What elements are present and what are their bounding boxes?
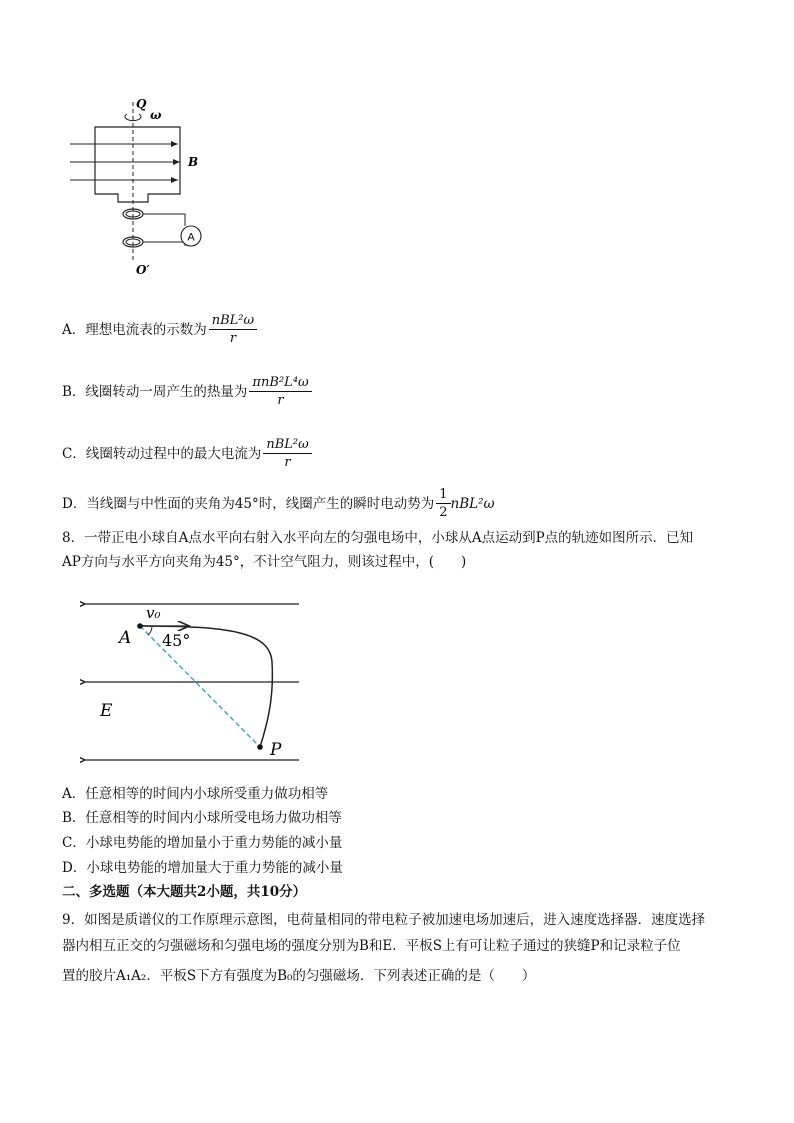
q8-option-a: A．任意相等的时间内小球所受重力做功相等 xyxy=(62,786,329,802)
label-o-prime: O′ xyxy=(136,263,150,277)
ammeter-label: A xyxy=(187,231,195,244)
label-e: E xyxy=(100,701,113,721)
trajectory-figure xyxy=(80,592,310,770)
q8-option-b: B．任意相等的时间内小球所受电场力做功相等 xyxy=(62,810,342,826)
q8-option-d: D．小球电势能的增加量大于重力势能的减小量 xyxy=(62,860,343,876)
q9-line1: 9．如图是质谱仪的工作原理示意图，电荷量相同的带电粒子被加速电场加速后，进入速度选择器．速度选择 xyxy=(62,912,706,928)
q9-line3: 置的胶片A₁A₂．平板S下方有强度为B₀的匀强磁场．下列表述正确的是（ ） xyxy=(62,968,536,984)
label-angle: 45° xyxy=(162,631,191,650)
q7-option-b: B．线圈转动一周产生的热量为 $\frac{\text{πnB²L⁴ω}}{r}$ xyxy=(62,375,312,410)
section-heading: 二、多选题（本大题共2小题，共10分） xyxy=(62,884,307,900)
label-a: A xyxy=(119,628,132,648)
label-p: P xyxy=(270,740,282,760)
fraction: $\frac{\text{nBL²ω}}{r}$ xyxy=(209,313,257,348)
fraction: $\frac{\text{πnB²L⁴ω}}{r}$ xyxy=(249,375,311,410)
q7-option-c: C．线圈转动过程中的最大电流为 $\frac{\text{nBL²ω}}{r}$ xyxy=(62,437,312,472)
label-q: Q xyxy=(136,97,147,111)
label-omega: ω xyxy=(150,108,162,122)
q7-option-a: A．理想电流表的示数为 $\frac{\text{nBL²ω}}{r}$ xyxy=(62,313,257,348)
q8-option-c: C．小球电势能的增加量小于重力势能的减小量 xyxy=(62,835,343,851)
fraction: $\frac{1}{2}$ xyxy=(436,487,450,522)
coil-figure xyxy=(60,92,220,282)
q8-stem-line2: AP方向与水平方向夹角为45°，不计空气阻力，则该过程中，( ) xyxy=(62,554,467,570)
q9-line2: 器内相互正交的匀强磁场和匀强电场的强度分别为B和E．平板S上有可让粒子通过的狭缝P和记录粒子位 xyxy=(62,938,681,954)
label-v0: v₀ xyxy=(146,604,161,622)
fraction: $\frac{\text{nBL²ω}}{r}$ xyxy=(263,437,311,472)
q8-stem-line1: 8．一带正电小球自A点水平向右射入水平向左的匀强电场中，小球从A点运动到P点的轨迹如图所示．已知 xyxy=(62,530,694,546)
q7-option-d: D．当线圈与中性面的夹角为45°时，线圈产生的瞬时电动势为 $\frac{1}{2}$ nBL²ω xyxy=(62,487,495,520)
label-b: B xyxy=(188,155,199,169)
